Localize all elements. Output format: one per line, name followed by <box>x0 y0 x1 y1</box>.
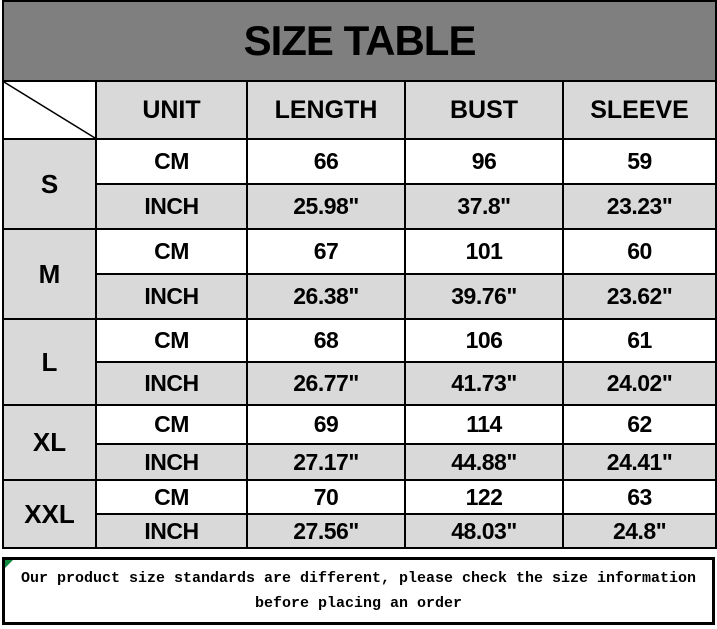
cell-m-inch-unit: INCH <box>96 274 247 319</box>
table-row <box>3 274 716 319</box>
column-header-sleeve: SLEEVE <box>563 81 716 139</box>
cell-m-cm-bust: 101 <box>405 229 563 274</box>
diagonal-line-icon <box>4 82 95 138</box>
cell-s-inch-bust: 37.8" <box>405 184 563 229</box>
cell-l-inch-sleeve: 24.02" <box>563 362 716 405</box>
cell-xl-inch-unit: INCH <box>96 444 247 480</box>
cell-l-inch-unit: INCH <box>96 362 247 405</box>
cell-l-inch-length: 26.77" <box>247 362 405 405</box>
table-row <box>3 480 716 514</box>
table-row <box>3 184 716 229</box>
size-table <box>2 0 717 549</box>
cell-xxl-inch-unit: INCH <box>96 514 247 548</box>
cell-s-cm-unit: CM <box>96 139 247 184</box>
cell-xxl-inch-length: 27.56" <box>247 514 405 548</box>
column-header-unit: UNIT <box>96 81 247 139</box>
cell-s-cm-length: 66 <box>247 139 405 184</box>
table-row <box>3 139 716 184</box>
table-row <box>3 362 716 405</box>
cell-xxl-inch-bust: 48.03" <box>405 514 563 548</box>
cell-s-cm-bust: 96 <box>405 139 563 184</box>
cell-xl-cm-sleeve: 62 <box>563 405 716 444</box>
table-title: SIZE TABLE <box>3 1 716 81</box>
cell-m-inch-bust: 39.76" <box>405 274 563 319</box>
cell-s-inch-unit: INCH <box>96 184 247 229</box>
cell-l-cm-length: 68 <box>247 319 405 362</box>
size-label-s: S <box>3 139 96 229</box>
cell-xxl-cm-unit: CM <box>96 480 247 514</box>
cell-xl-cm-unit: CM <box>96 405 247 444</box>
cell-l-cm-sleeve: 61 <box>563 319 716 362</box>
size-note-line-2: before placing an order <box>254 595 463 612</box>
cell-l-cm-unit: CM <box>96 319 247 362</box>
size-label-xxl: XXL <box>3 480 96 548</box>
table-row <box>3 514 716 548</box>
size-label-xl: XL <box>3 405 96 480</box>
cell-xl-inch-bust: 44.88" <box>405 444 563 480</box>
cell-s-inch-length: 25.98" <box>247 184 405 229</box>
table-row <box>3 319 716 362</box>
green-corner-marker-icon <box>5 560 13 568</box>
size-note-line-1: Our product size standards are different, please check the size information <box>20 570 697 587</box>
diagonal-corner-cell <box>3 81 96 139</box>
table-row <box>3 229 716 274</box>
table-row <box>3 444 716 480</box>
size-label-m: M <box>3 229 96 319</box>
cell-xxl-inch-sleeve: 24.8" <box>563 514 716 548</box>
cell-xl-inch-sleeve: 24.41" <box>563 444 716 480</box>
cell-xl-cm-length: 69 <box>247 405 405 444</box>
cell-m-cm-sleeve: 60 <box>563 229 716 274</box>
cell-m-inch-length: 26.38" <box>247 274 405 319</box>
cell-xl-cm-bust: 114 <box>405 405 563 444</box>
column-header-length: LENGTH <box>247 81 405 139</box>
size-label-l: L <box>3 319 96 405</box>
cell-s-cm-sleeve: 59 <box>563 139 716 184</box>
cell-m-cm-unit: CM <box>96 229 247 274</box>
cell-m-inch-sleeve: 23.62" <box>563 274 716 319</box>
cell-xl-inch-length: 27.17" <box>247 444 405 480</box>
cell-xxl-cm-length: 70 <box>247 480 405 514</box>
size-note <box>2 557 715 625</box>
column-header-bust: BUST <box>405 81 563 139</box>
cell-l-inch-bust: 41.73" <box>405 362 563 405</box>
table-row <box>3 405 716 444</box>
cell-s-inch-sleeve: 23.23" <box>563 184 716 229</box>
cell-xxl-cm-bust: 122 <box>405 480 563 514</box>
cell-l-cm-bust: 106 <box>405 319 563 362</box>
cell-m-cm-length: 67 <box>247 229 405 274</box>
cell-xxl-cm-sleeve: 63 <box>563 480 716 514</box>
